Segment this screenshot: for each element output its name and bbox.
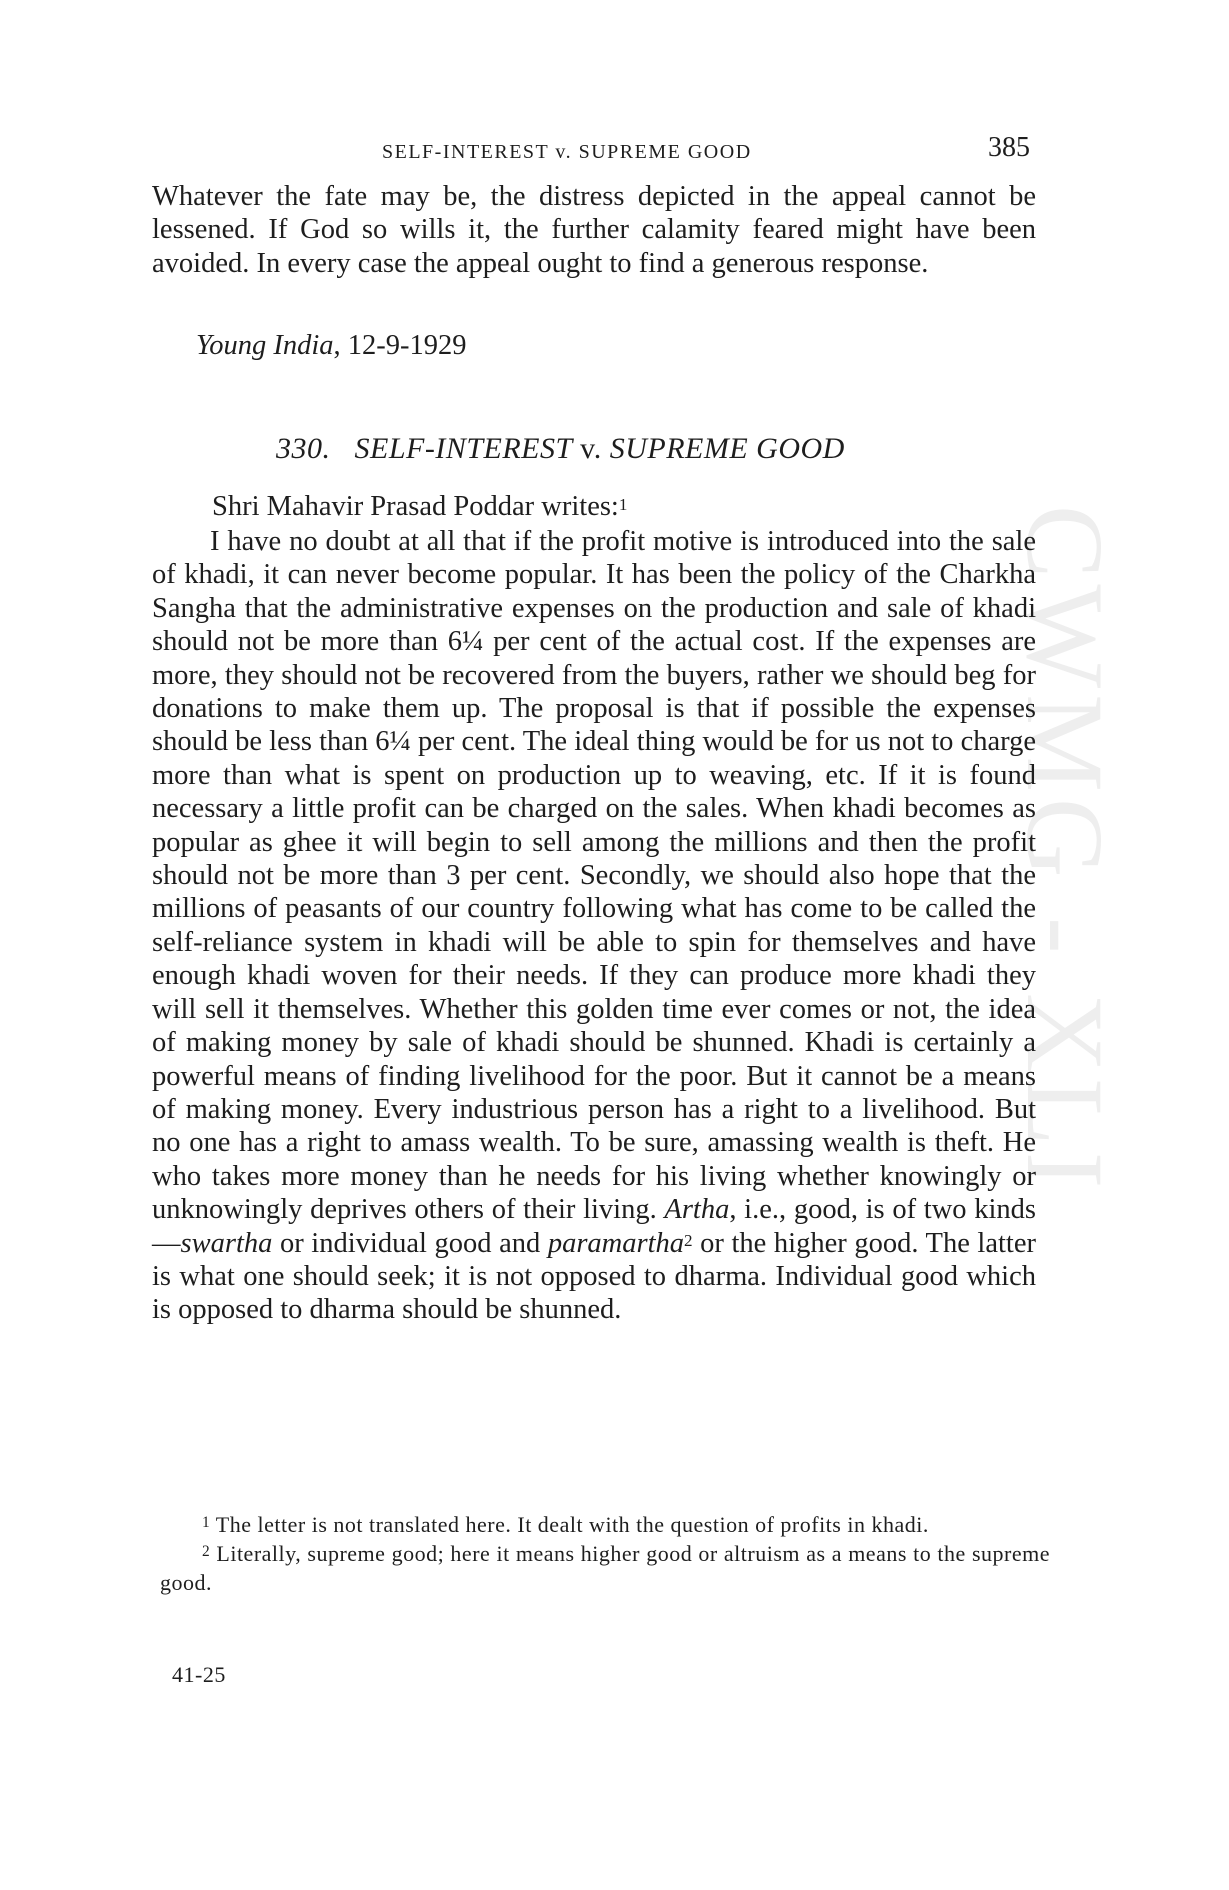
source-citation [196,330,467,362]
letter-text-1: I have no doubt at all that if the profit motive is introduced into the sale of khadi, it can never become popular. It has been the policy of the Charkha Sangha that the administrative expenses on the production and sale of khadi should not be more than 6¼ per cent of the actual cost. If the expenses are more, they should not be recovered from the buyers, rather we should beg for donations to make them up. The proposal is that if possible the expenses should be less than 6¼ per cent. The ideal thing would be for us not to charge more than what is spent on production up to weaving, etc. If it is found necessary a little profit can be charged on the sales. When khadi becomes as popular as ghee it will begin to sell among the millions and then the profit should not be more than 3 per cent. Secondly, we should also hope that the millions of peasants of our country following what has come to be called the self-reliance system in khadi will be able to spin for themselves and have enough khadi woven for their needs. If they can produce more khadi they will sell it themselves. Whether this golden time ever comes or not, the idea of making money by sale of khadi should be shunned. Khadi is certainly a powerful means of finding livelihood for the poor. But it cannot be a means of making money. Every industrious person has a right to a livelihood. But no one has a right to amass wealth. To be sure, amassing wealth is theft. He who takes more money than he needs for his living whether knowingly or unknowingly deprives others of their living. [152,526,1036,1226]
article-title-part1: SELF-INTEREST [354,432,573,465]
intro-paragraph: Whatever the fate may be, the distress depicted in the appeal cannot be lessened. If God so wills it, the further calamity feared might have been avoided. In every case the appeal ought to find a generous response. [152,181,1036,279]
letter-text-3: or individual good and [272,1227,548,1259]
article-title-part2: SUPREME GOOD [609,432,845,465]
letter-block [152,525,1036,1327]
byline [212,491,627,523]
intro-paragraph-block [152,180,1036,280]
article-title [276,432,845,466]
footnote-ref-1: 1 [618,494,628,514]
page-number: 385 [988,132,1030,163]
article-title-v: v. [580,432,602,465]
source-date: , 12-9-1929 [333,330,467,361]
watermark-text: CWMG - XLI [1004,505,1126,1195]
article-number: 330. [276,432,331,465]
letter-text-4: or the higher good. The latter is what one should seek; it is not opposed to dharma. Individual good which is opposed to dharma should be shunned. [152,1227,1036,1326]
footnote-2-text: Literally, supreme good; here it means higher good or altruism as a means to the supreme good. [160,1541,1050,1595]
footnote-1-mark: 1 [202,1514,211,1532]
running-head: SELF-INTEREST v. SUPREME GOOD [382,141,752,163]
byline-text: Shri Mahavir Prasad Poddar writes: [212,491,619,522]
footnote-1 [160,1510,1050,1539]
signature-mark: 41-25 [172,1662,226,1687]
footnote-1-text: The letter is not translated here. It dealt with the question of profits in khadi. [210,1512,929,1537]
footnotes [160,1510,1050,1597]
footnote-2 [160,1539,1050,1597]
term-paramartha: paramartha [547,1227,685,1259]
source-publication: Young India [196,330,334,361]
letter-text-2: , i.e., good, is of two kinds— [152,1194,1036,1259]
page-header [152,132,1036,172]
footnote-ref-2: 2 [684,1231,693,1251]
term-artha: Artha [664,1194,730,1226]
letter-paragraph [152,525,1036,1327]
footnote-2-mark: 2 [202,1543,211,1561]
term-swartha: swartha [180,1227,273,1259]
